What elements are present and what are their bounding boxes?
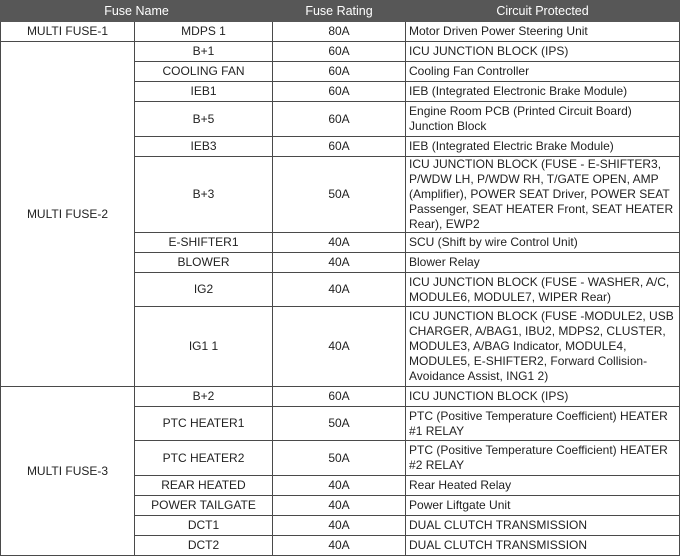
fuse-name-cell: REAR HEATED bbox=[135, 476, 273, 496]
fuse-rating-cell: 50A bbox=[273, 157, 406, 233]
fuse-name-cell: COOLING FAN bbox=[135, 62, 273, 82]
circuit-protected-cell: Motor Driven Power Steering Unit bbox=[406, 22, 680, 42]
circuit-protected-cell: Cooling Fan Controller bbox=[406, 62, 680, 82]
fuse-name-cell: BLOWER bbox=[135, 253, 273, 273]
fuse-rating-cell: 40A bbox=[273, 496, 406, 516]
fuse-rating-cell: 40A bbox=[273, 273, 406, 307]
fuse-rating-cell: 60A bbox=[273, 82, 406, 102]
circuit-protected-cell: PTC (Positive Temperature Coefficient) HEATER #2 RELAY bbox=[406, 441, 680, 476]
circuit-protected-cell: ICU JUNCTION BLOCK (IPS) bbox=[406, 387, 680, 407]
table-row bbox=[1, 22, 680, 42]
fuse-name-cell: B+3 bbox=[135, 157, 273, 233]
circuit-protected-cell: IEB (Integrated Electric Brake Module) bbox=[406, 137, 680, 157]
circuit-protected-cell: Rear Heated Relay bbox=[406, 476, 680, 496]
fuse-name-cell: IEB3 bbox=[135, 137, 273, 157]
circuit-protected-cell: ICU JUNCTION BLOCK (FUSE - E-SHIFTER3, P/WDW LH, P/WDW RH, T/GATE OPEN, AMP (Amplifier), POWER SEAT Driver, POWER SEAT Passenger, SEAT HEATER Front, SEAT HEATER Rear), EWP2 bbox=[406, 157, 680, 233]
fuse-name-cell: IG1 1 bbox=[135, 307, 273, 387]
fuse-name-cell: DCT2 bbox=[135, 536, 273, 556]
fuse-name-cell: B+2 bbox=[135, 387, 273, 407]
fuse-rating-cell: 50A bbox=[273, 441, 406, 476]
fuse-name-cell: POWER TAILGATE bbox=[135, 496, 273, 516]
fuse-name-cell: DCT1 bbox=[135, 516, 273, 536]
circuit-protected-cell: ICU JUNCTION BLOCK (IPS) bbox=[406, 42, 680, 62]
circuit-protected-cell: SCU (Shift by wire Control Unit) bbox=[406, 233, 680, 253]
fuse-rating-cell: 40A bbox=[273, 307, 406, 387]
circuit-protected-cell: DUAL CLUTCH TRANSMISSION bbox=[406, 516, 680, 536]
multi-fuse-group-label: MULTI FUSE-3 bbox=[1, 387, 135, 556]
header-circuit-protected: Circuit Protected bbox=[406, 1, 680, 22]
fuse-rating-cell: 60A bbox=[273, 387, 406, 407]
circuit-protected-cell: PTC (Positive Temperature Coefficient) HEATER #1 RELAY bbox=[406, 407, 680, 441]
circuit-protected-cell: Engine Room PCB (Printed Circuit Board) Junction Block bbox=[406, 102, 680, 137]
fuse-name-cell: MDPS 1 bbox=[135, 22, 273, 42]
fuse-rating-cell: 60A bbox=[273, 137, 406, 157]
fuse-rating-cell: 50A bbox=[273, 407, 406, 441]
fuse-name-cell: PTC HEATER2 bbox=[135, 441, 273, 476]
fuse-rating-cell: 60A bbox=[273, 42, 406, 62]
circuit-protected-cell: ICU JUNCTION BLOCK (FUSE - WASHER, A/C, MODULE6, MODULE7, WIPER Rear) bbox=[406, 273, 680, 307]
circuit-protected-cell: Blower Relay bbox=[406, 253, 680, 273]
fuse-name-cell: B+1 bbox=[135, 42, 273, 62]
fuse-name-cell: E-SHIFTER1 bbox=[135, 233, 273, 253]
header-fuse-rating: Fuse Rating bbox=[273, 1, 406, 22]
fuse-name-cell: B+5 bbox=[135, 102, 273, 137]
fuse-rating-cell: 60A bbox=[273, 102, 406, 137]
circuit-protected-cell: Power Liftgate Unit bbox=[406, 496, 680, 516]
fuse-rating-cell: 40A bbox=[273, 476, 406, 496]
fuse-rating-cell: 40A bbox=[273, 536, 406, 556]
fuse-rating-cell: 40A bbox=[273, 233, 406, 253]
fuse-table-body bbox=[1, 22, 680, 556]
table-row bbox=[1, 42, 680, 62]
table-row bbox=[1, 387, 680, 407]
fuse-name-cell: IEB1 bbox=[135, 82, 273, 102]
multi-fuse-group-label: MULTI FUSE-2 bbox=[1, 42, 135, 387]
circuit-protected-cell: IEB (Integrated Electronic Brake Module) bbox=[406, 82, 680, 102]
header-row bbox=[1, 1, 680, 22]
circuit-protected-cell: ICU JUNCTION BLOCK (FUSE -MODULE2, USB CHARGER, A/BAG1, IBU2, MDPS2, CLUSTER, MODULE3, A/BAG Indicator, MODULE4, MODULE5, E-SHIFTER2, Forward Collision-Avoidance Assist, ING1 2) bbox=[406, 307, 680, 387]
fuse-rating-cell: 80A bbox=[273, 22, 406, 42]
fuse-rating-cell: 40A bbox=[273, 253, 406, 273]
circuit-protected-cell: DUAL CLUTCH TRANSMISSION bbox=[406, 536, 680, 556]
fuse-name-cell: IG2 bbox=[135, 273, 273, 307]
fuse-rating-cell: 60A bbox=[273, 62, 406, 82]
fuse-name-cell: PTC HEATER1 bbox=[135, 407, 273, 441]
multi-fuse-group-label: MULTI FUSE-1 bbox=[1, 22, 135, 42]
header-fuse-name: Fuse Name bbox=[1, 1, 273, 22]
fuse-rating-cell: 40A bbox=[273, 516, 406, 536]
